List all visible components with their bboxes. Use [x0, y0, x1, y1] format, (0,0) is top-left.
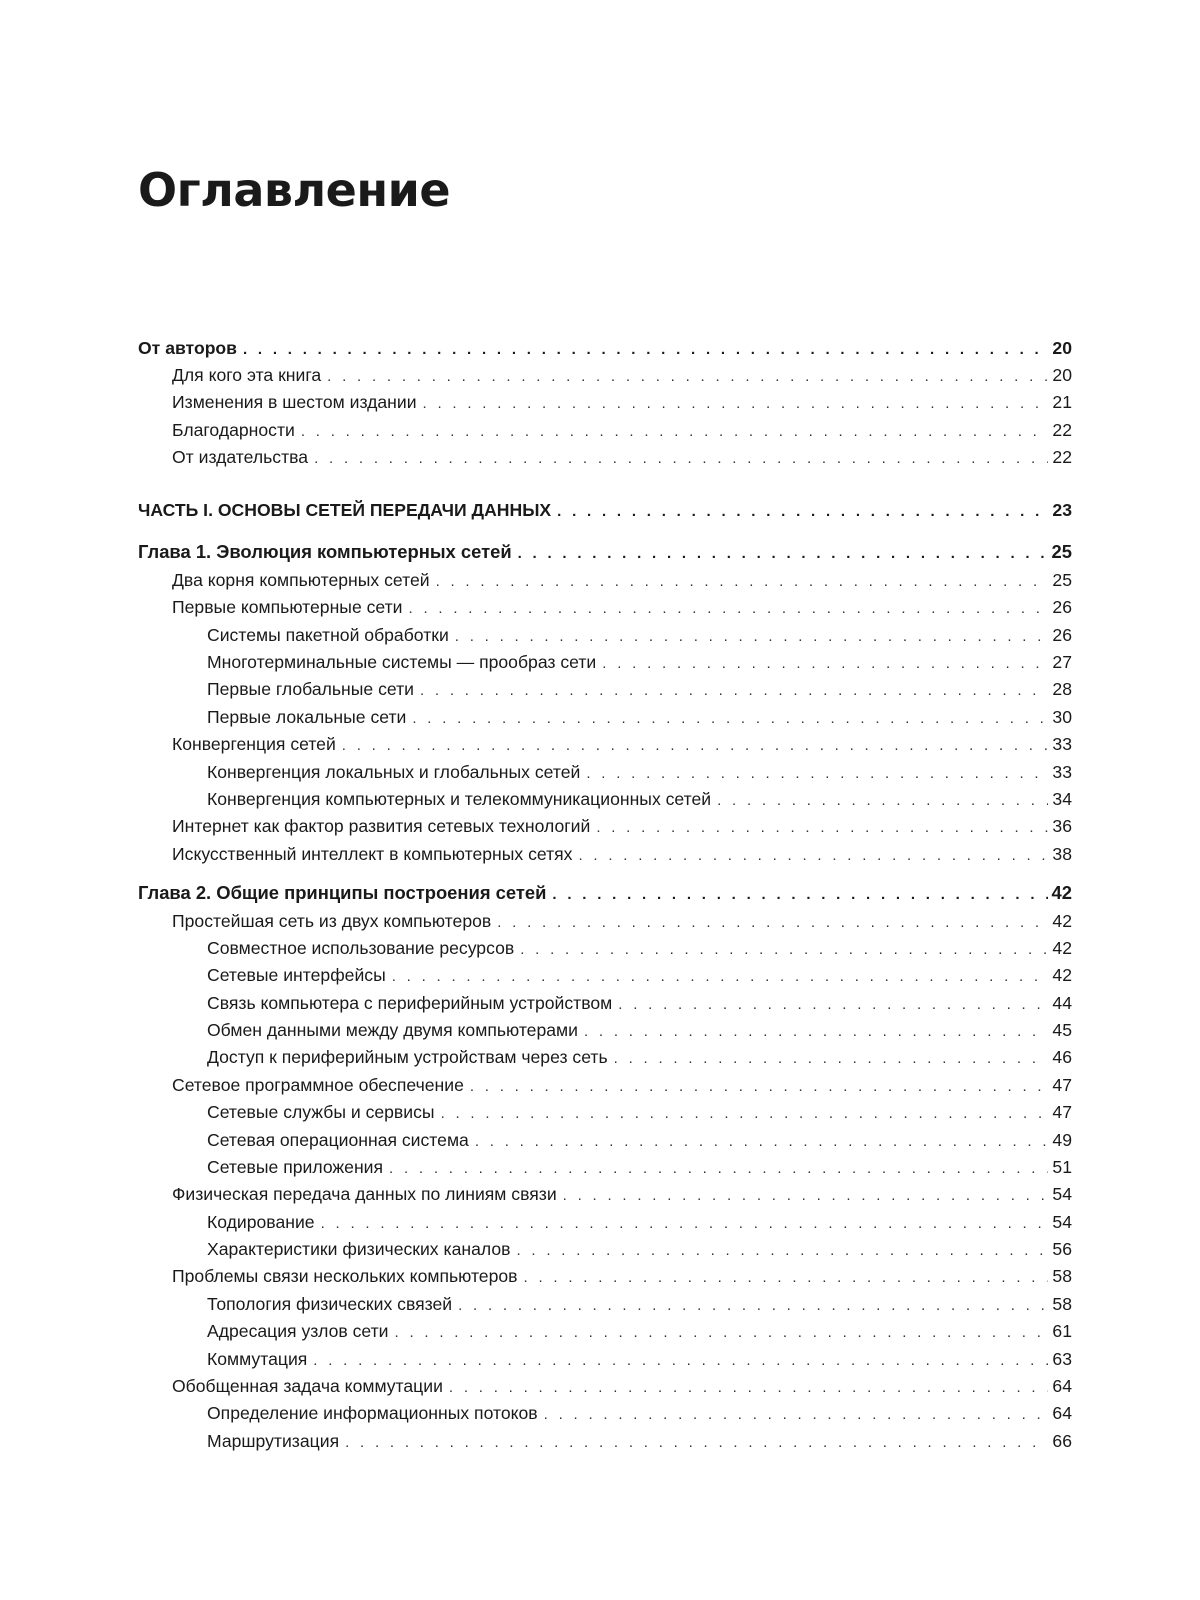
toc-part-entry [138, 498, 1072, 522]
toc-entry-title: Глава 1. Эволюция компьютерных сетей [138, 541, 512, 562]
dot-leader [518, 542, 1048, 564]
toc-entry-page: 44 [1052, 993, 1072, 1013]
toc-entry [207, 1018, 1072, 1042]
toc-entry-title: Сетевые приложения [207, 1157, 384, 1177]
dot-leader [557, 500, 1048, 522]
toc-entry-page: 47 [1052, 1075, 1072, 1095]
toc-entry-title: От авторов [138, 338, 237, 358]
toc-entry-title: Обмен данными между двумя компьютерами [207, 1020, 578, 1040]
dot-leader [392, 965, 1049, 987]
toc-entry-page: 51 [1052, 1157, 1072, 1177]
dot-leader [602, 652, 1048, 674]
dot-leader [563, 1184, 1049, 1206]
toc-entry [172, 445, 1072, 469]
dot-leader [314, 447, 1048, 469]
toc-entry-title: Искусственный интеллект в компьютерных сетях [172, 844, 573, 864]
toc-entry-page: 38 [1052, 844, 1072, 864]
toc-entry [207, 705, 1072, 729]
dot-leader [389, 1157, 1048, 1179]
toc-entry-title: Связь компьютера с периферийным устройством [207, 993, 613, 1013]
dot-leader [618, 993, 1048, 1015]
dot-leader [436, 570, 1049, 592]
toc-entry-title: Многотерминальные системы — прообраз сети [207, 652, 597, 672]
dot-leader [516, 1239, 1048, 1261]
toc-entry-page: 20 [1052, 338, 1072, 358]
dot-leader [423, 392, 1049, 414]
dot-leader [578, 844, 1048, 866]
toc-entry-page: 25 [1052, 570, 1072, 590]
toc-entry [207, 963, 1072, 987]
toc-entry-title: Интернет как фактор развития сетевых технологий [172, 816, 591, 836]
dot-leader [301, 420, 1049, 442]
toc-entry [207, 1100, 1072, 1124]
toc-entry-title: Первые глобальные сети [207, 679, 414, 699]
toc-entry-page: 64 [1052, 1403, 1072, 1423]
toc-entry [172, 909, 1072, 933]
toc-entry-title: Физическая передача данных по линиям связи [172, 1184, 557, 1204]
toc-entry [172, 390, 1072, 414]
toc-entry-title: Проблемы связи нескольких компьютеров [172, 1266, 518, 1286]
toc-entry-page: 46 [1052, 1047, 1072, 1067]
dot-leader [596, 816, 1048, 838]
dot-leader [321, 1212, 1049, 1234]
toc-entry-page: 56 [1052, 1239, 1072, 1259]
toc-entry-page: 64 [1052, 1376, 1072, 1396]
toc-entry [207, 1319, 1072, 1343]
toc-entry-page: 42 [1052, 911, 1072, 931]
toc-entry-page: 47 [1052, 1102, 1072, 1122]
dot-leader [544, 1403, 1049, 1425]
toc-entry-page: 22 [1052, 447, 1072, 467]
dot-leader [327, 365, 1048, 387]
toc-entry-page: 66 [1052, 1431, 1072, 1451]
toc-entry [207, 787, 1072, 811]
toc-entry-title: Маршрутизация [207, 1431, 340, 1451]
dot-leader [524, 1266, 1049, 1288]
toc-entry [172, 732, 1072, 756]
toc-entry-title: Изменения в шестом издании [172, 392, 417, 412]
toc-entry-title: Конвергенция локальных и глобальных сетей [207, 762, 581, 782]
toc-entry [207, 623, 1072, 647]
toc-entry [207, 991, 1072, 1015]
toc-entry-title: Кодирование [207, 1212, 315, 1232]
dot-leader [520, 938, 1048, 960]
toc-entry-page: 26 [1052, 625, 1072, 645]
dot-leader [395, 1321, 1049, 1343]
toc-entry-page: 20 [1052, 365, 1072, 385]
dot-leader [470, 1075, 1049, 1097]
toc-entry-title: Коммутация [207, 1349, 308, 1369]
toc-entry-title: Сетевое программное обеспечение [172, 1075, 464, 1095]
toc-entry [207, 677, 1072, 701]
toc-entry [207, 1237, 1072, 1261]
toc-entry [207, 1210, 1072, 1234]
dot-leader [313, 1349, 1048, 1371]
dot-leader [342, 734, 1049, 756]
toc-entry-title: Совместное использование ресурсов [207, 938, 515, 958]
dot-leader [614, 1047, 1049, 1069]
dot-leader [455, 625, 1049, 647]
toc-entry-title: Простейшая сеть из двух компьютеров [172, 911, 492, 931]
toc-entry-title: От издательства [172, 447, 309, 467]
toc-entry-page: 33 [1052, 762, 1072, 782]
dot-leader [497, 911, 1048, 933]
toc-entry-page: 42 [1051, 882, 1072, 903]
dot-leader [243, 338, 1048, 360]
toc-entry-title: Два корня компьютерных сетей [172, 570, 430, 590]
dot-leader [586, 762, 1048, 784]
toc-entry-title: Конвергенция компьютерных и телекоммуникационных сетей [207, 789, 712, 809]
toc-entry-page: 42 [1052, 938, 1072, 958]
dot-leader [717, 789, 1048, 811]
toc-entry [207, 1155, 1072, 1179]
dot-leader [458, 1294, 1048, 1316]
toc-entry-page: 42 [1052, 965, 1072, 985]
toc-entry-page: 33 [1052, 734, 1072, 754]
dot-leader [409, 597, 1049, 619]
toc-entry [172, 1073, 1072, 1097]
toc-entry-page: 25 [1051, 541, 1072, 562]
toc-entry [172, 418, 1072, 442]
dot-leader [412, 707, 1048, 729]
toc-entry [172, 1374, 1072, 1398]
toc-entry [172, 1182, 1072, 1206]
toc-entry-page: 21 [1052, 392, 1072, 412]
toc-entry-page: 61 [1052, 1321, 1072, 1341]
toc-entry-title: Сетевые интерфейсы [207, 965, 386, 985]
toc-entry-page: 22 [1052, 420, 1072, 440]
toc-entry [172, 363, 1072, 387]
dot-leader [345, 1431, 1048, 1453]
toc-entry-title: Конвергенция сетей [172, 734, 336, 754]
toc-entry-page: 36 [1052, 816, 1072, 836]
toc-entry-title: Благодарности [172, 420, 295, 440]
toc-entry-title: Системы пакетной обработки [207, 625, 449, 645]
toc-entry-page: 58 [1052, 1266, 1072, 1286]
toc-entry [207, 1045, 1072, 1069]
toc-entry [172, 814, 1072, 838]
toc-entry-title: Для кого эта книга [172, 365, 322, 385]
toc-entry-page: 27 [1052, 652, 1072, 672]
dot-leader [552, 883, 1047, 905]
toc-entry-page: 63 [1052, 1349, 1072, 1369]
toc-entry-title: Сетевая операционная система [207, 1130, 469, 1150]
toc-entry-page: 54 [1052, 1212, 1072, 1232]
toc-entry-title: Глава 2. Общие принципы построения сетей [138, 882, 547, 903]
toc-entry-title: Обобщенная задача коммутации [172, 1376, 443, 1396]
dot-leader [420, 679, 1048, 701]
dot-leader [584, 1020, 1048, 1042]
dot-leader [441, 1102, 1049, 1124]
toc-entry [207, 936, 1072, 960]
toc-entry-page: 34 [1052, 789, 1072, 809]
toc-entry [172, 568, 1072, 592]
toc-entry [207, 760, 1072, 784]
toc-entry-title: Сетевые службы и сервисы [207, 1102, 435, 1122]
toc-entry-title: Первые локальные сети [207, 707, 407, 727]
page-title: Оглавление [138, 163, 451, 217]
toc-entry-title: ЧАСТЬ I. ОСНОВЫ СЕТЕЙ ПЕРЕДАЧИ ДАННЫХ [138, 500, 552, 520]
toc-chapter-entry [138, 881, 1072, 905]
toc-entry-title: Первые компьютерные сети [172, 597, 403, 617]
toc-entry-page: 26 [1052, 597, 1072, 617]
toc-entry-page: 49 [1052, 1130, 1072, 1150]
toc-entry-title: Адресация узлов сети [207, 1321, 389, 1341]
toc-entry-title: Топология физических связей [207, 1294, 453, 1314]
toc-entry [138, 336, 1072, 360]
toc-entry [207, 1128, 1072, 1152]
dot-leader [475, 1130, 1049, 1152]
toc-chapter-entry [138, 540, 1072, 564]
toc-entry-page: 45 [1052, 1020, 1072, 1040]
toc-entry [172, 595, 1072, 619]
toc-entry [172, 1264, 1072, 1288]
toc-entry-page: 23 [1052, 500, 1072, 520]
toc-entry-title: Доступ к периферийным устройствам через сеть [207, 1047, 608, 1067]
toc-entry [207, 650, 1072, 674]
toc-entry-page: 54 [1052, 1184, 1072, 1204]
toc-entry-page: 28 [1052, 679, 1072, 699]
toc-entry [207, 1429, 1072, 1453]
dot-leader [449, 1376, 1049, 1398]
toc-entry-page: 30 [1052, 707, 1072, 727]
toc-entry-title: Определение информационных потоков [207, 1403, 538, 1423]
toc-entry [207, 1347, 1072, 1371]
toc-entry [207, 1292, 1072, 1316]
toc-entry [172, 842, 1072, 866]
toc-entry-page: 58 [1052, 1294, 1072, 1314]
toc-entry-title: Характеристики физических каналов [207, 1239, 511, 1259]
toc-entry [207, 1401, 1072, 1425]
